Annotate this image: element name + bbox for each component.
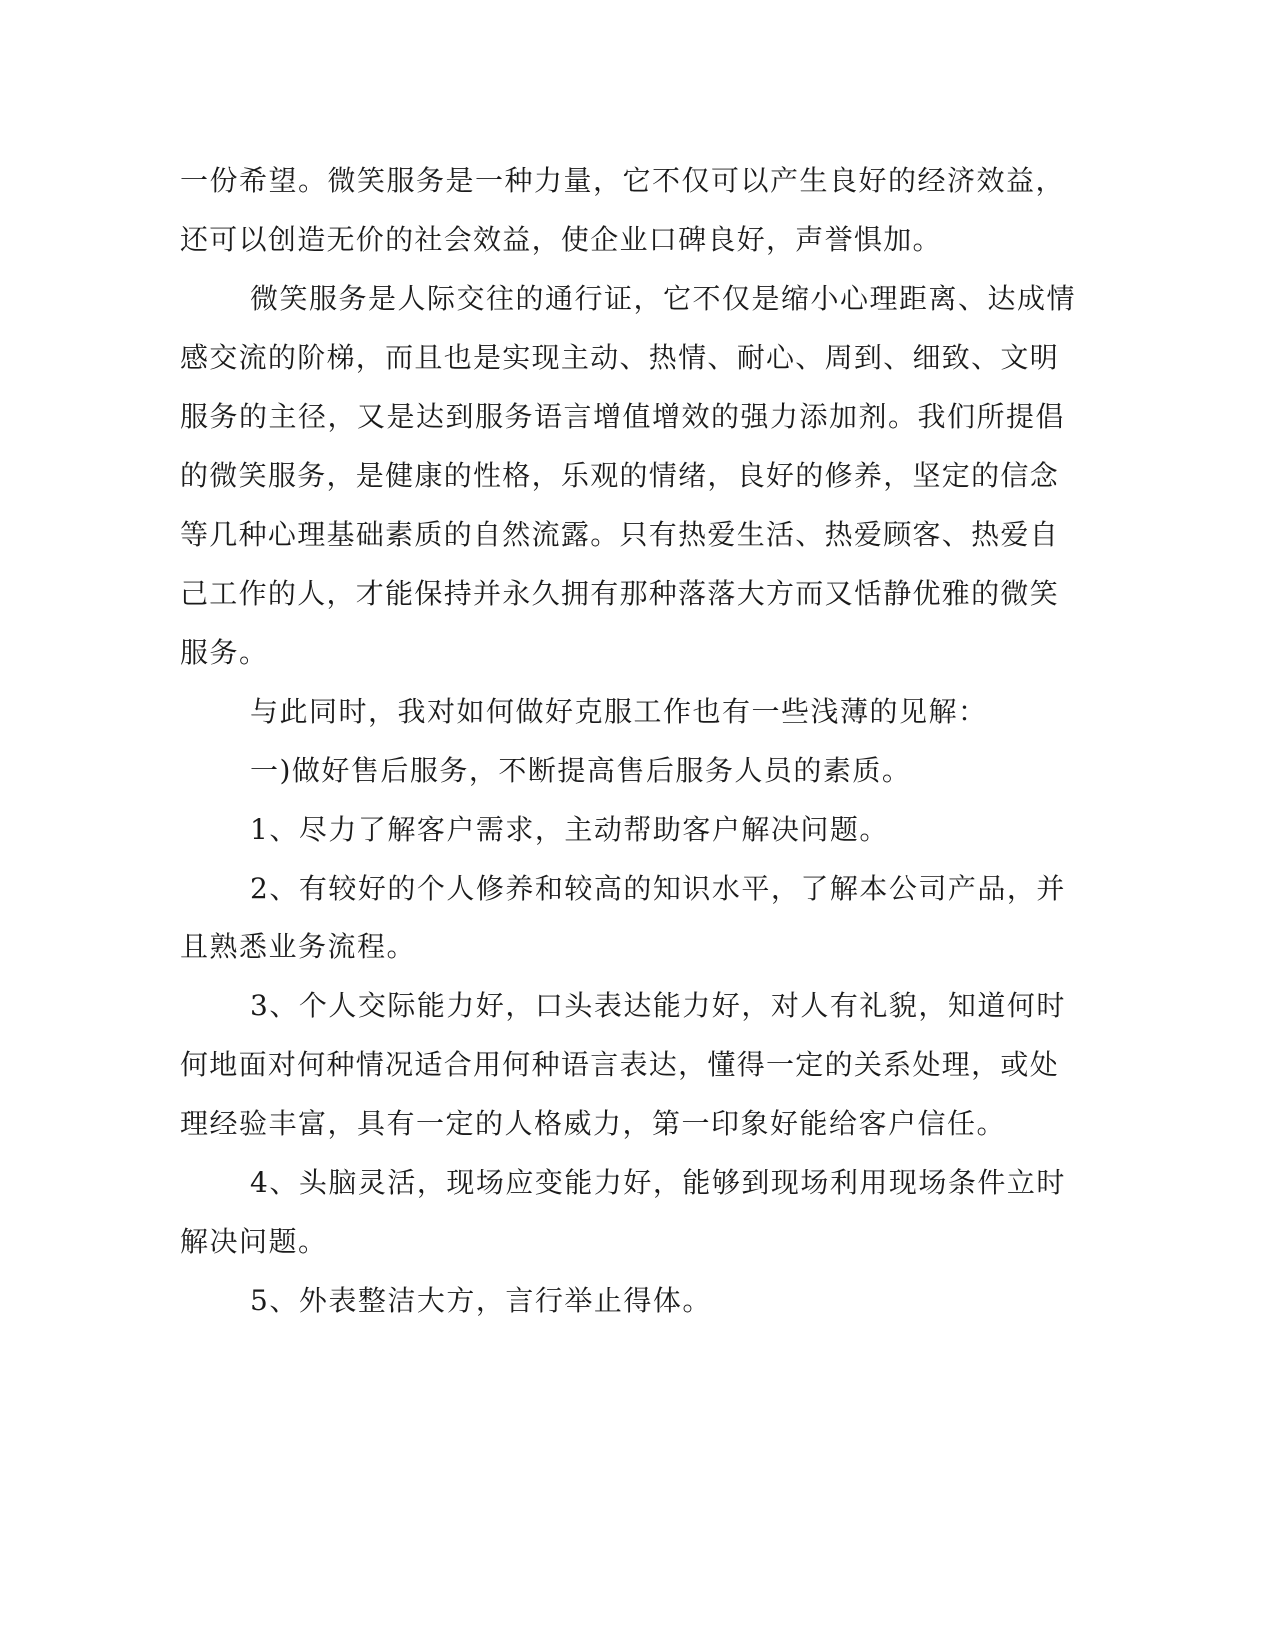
text-line-18: 4、头脑灵活，现场应变能力好，能够到现场利用现场条件立时 [250,1166,1066,1199]
text-line-6: 的微笑服务，是健康的性格，乐观的情绪，良好的修养，坚定的信念 [180,459,1060,492]
text-line-14: 且熟悉业务流程。 [180,930,417,963]
text-line-8: 己工作的人，才能保持并永久拥有那种落落大方而又恬静优雅的微笑 [180,577,1060,610]
text-line-4: 感交流的阶梯，而且也是实现主动、热情、耐心、周到、细致、文明 [180,341,1060,374]
text-line-15: 3、个人交际能力好，口头表达能力好，对人有礼貌，知道何时 [250,989,1066,1022]
text-line-2: 还可以创造无价的社会效益，使企业口碑良好，声誉惧加。 [180,223,942,256]
text-line-10: 与此同时，我对如何做好克服工作也有一些浅薄的见解： [250,695,988,728]
text-line-17: 理经验丰富，具有一定的人格威力，第一印象好能给客户信任。 [180,1107,1007,1140]
text-line-11: 一)做好售后服务，不断提高售后服务人员的素质。 [250,754,912,787]
text-line-20: 5、外表整洁大方，言行举止得体。 [250,1284,712,1317]
text-line-7: 等几种心理基础素质的自然流露。只有热爱生活、热爱顾客、热爱自 [180,518,1060,551]
text-line-13: 2、有较好的个人修养和较高的知识水平，了解本公司产品，并 [250,872,1066,905]
text-line-1: 一份希望。微笑服务是一种力量，它不仅可以产生良好的经济效益， [180,164,1066,197]
text-line-9: 服务。 [180,636,269,669]
text-line-19: 解决问题。 [180,1225,328,1258]
text-line-3: 微笑服务是人际交往的通行证，它不仅是缩小心理距离、达成情 [250,282,1077,315]
text-line-5: 服务的主径，又是达到服务语言增值增效的强力添加剂。我们所提倡 [180,400,1066,433]
text-line-12: 1、尽力了解客户需求，主动帮助客户解决问题。 [250,813,889,846]
text-line-16: 何地面对何种情况适合用何种语言表达，懂得一定的关系处理，或处 [180,1048,1060,1081]
